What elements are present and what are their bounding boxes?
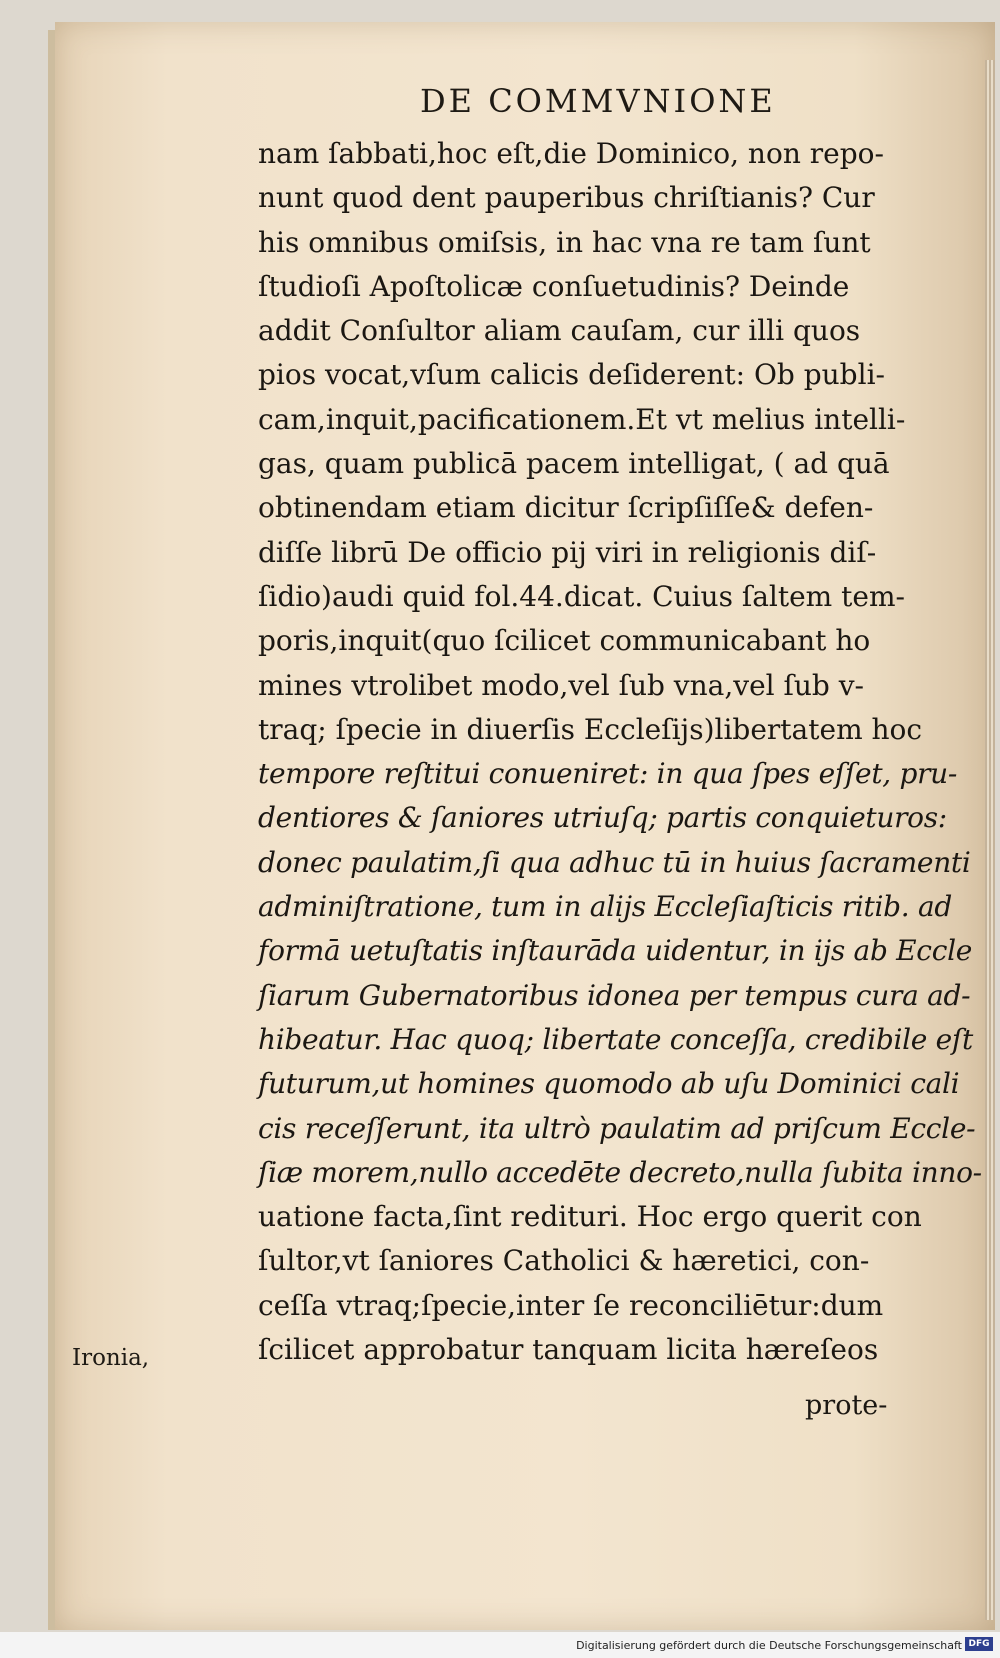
dfg-logo-icon: DFG [965,1637,993,1651]
text-line: ſtudioſi Apoſtolicæ conſuetudinis? Deinde [258,269,850,303]
text-line: ſidio)audi quid fol.44.dicat. Cuius ſaltem tem- [258,579,905,613]
page-fore-edge [985,60,995,1620]
text-line: formā uetuſtatis inſtaurāda uidentur, in ijs ab Eccle [258,934,973,968]
text-line: dentiores & ſaniores utriuſq; partis conquieturos: [258,801,947,835]
digitization-credit: Digitalisierung gefördert durch die Deutsche Forschungsgemeinschaft [576,1639,962,1652]
marginal-note: Ironia, [72,1345,150,1371]
text-line: his omnibus omiſsis, in hac vna re tam ſunt [258,225,871,259]
text-line: tempore reſtitui conueniret: in qua ſpes eſſet, pru- [258,757,958,791]
text-line: donec paulatim,ſi qua adhuc tū in huius ſacramenti [258,845,971,879]
text-line: gas, quam publicā pacem intelligat, ( ad quā [258,447,890,481]
text-line: pios vocat,vſum calicis deſiderent: Ob publi- [258,358,885,392]
text-line: traq; ſpecie in diuerſis Eccleſijs)libertatem hoc [258,712,923,746]
text-line: hibeatur. Hac quoq; libertate conceſſa, credibile eſt [258,1022,973,1056]
text-line: ſcilicet approbatur tanquam licita hæreſeos [258,1333,879,1367]
running-head: DE COMMVNIONE [420,82,776,120]
text-line: ſiæ morem,nullo accedēte decreto,nulla ſubita inno- [258,1155,982,1189]
text-line: nam ſabbati,hoc eſt,die Dominico, non repo- [258,137,884,170]
text-line: cis receſſerunt, ita ultrò paulatim ad priſcum Eccle- [258,1111,976,1145]
catchword: prote- [805,1390,888,1421]
text-line: cam,inquit,pacificationem.Et vt melius intelli- [258,402,906,436]
text-line: diſſe librū De officio pij viri in religionis diſ- [258,535,877,569]
text-line: nunt quod dent pauperibus chriſtianis? Cur [258,181,875,215]
text-block [258,132,982,1372]
text-line: adminiſtratione, tum in alijs Eccleſiaſticis ritib. ad [258,890,952,924]
text-line: uatione facta,ſint redituri. Hoc ergo querit con [258,1200,922,1234]
text-line: addit Conſultor aliam cauſam, cur illi quos [258,314,861,348]
text-line: mines vtrolibet modo,vel ſub vna,vel ſub v- [258,668,864,702]
text-line: ſultor,vt ſaniores Catholici & hæretici, con- [258,1244,870,1278]
text-line: poris,inquit(quo ſcilicet communicabant ho [258,624,871,658]
text-line: obtinendam etiam dicitur ſcripſiſſe& defen- [258,491,874,525]
text-line: ſiarum Gubernatoribus idonea per tempus cura ad- [258,978,971,1012]
text-line: futurum,ut homines quomodo ab uſu Dominici cali [258,1067,960,1101]
text-line: ceſſa vtraq;ſpecie,inter ſe reconciliētur:dum [258,1288,884,1322]
